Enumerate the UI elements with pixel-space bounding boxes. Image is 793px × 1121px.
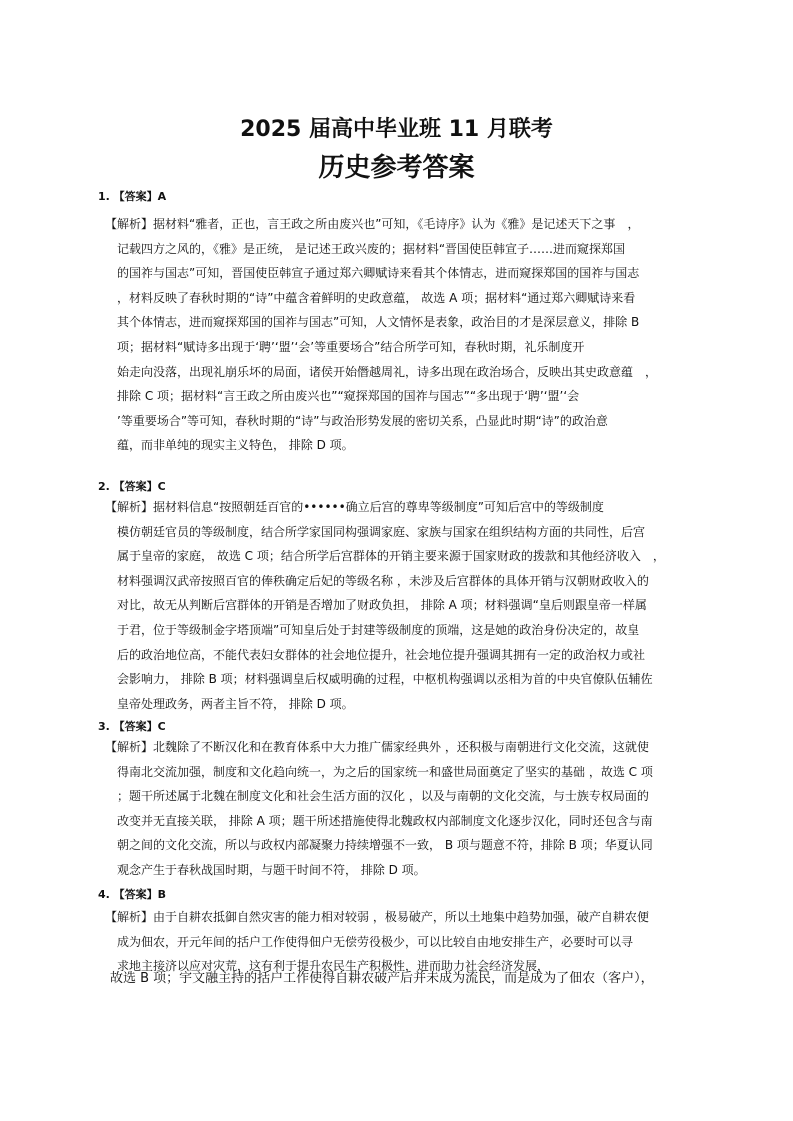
q4-line-3: 求地主接济以应对灾荒，这有利于提升农民生产积极性，进而助力社会经济发展， xyxy=(117,959,550,974)
answer-subtitle: 历史参考答案 xyxy=(318,153,475,183)
q1-line-5: 其个体情志，进而窥探郑国的国祚与国志”可知，人文情怀是表象，政治目的才是深层意义，排除 B xyxy=(117,315,640,330)
q2-line-6: 于君，位于等级制金字塔顶端”可知皇后处于封建等级制度的顶端，这是她的政治身份决定的，故皇 xyxy=(117,622,640,637)
question-4-answer-head: 4. 【答案】B xyxy=(98,888,167,901)
q2-line-4: 材料强调汉武帝按照百官的俸秩确定后妃的等级名称 ，未涉及后宫群体的具体开销与汉朝财政收入的 xyxy=(117,573,649,588)
q2-line-5: 对比，故无从判断后宫群体的开销是否增加了财政负担， 排除 A 项；材料强调“皇后则跟皇帝一样属 xyxy=(117,598,647,613)
q3-line-5: 朝之间的文化交流，所以与政权内部凝聚力持续增强不一致， B 项与题意不符，排除 B 项；华夏认同 xyxy=(117,838,653,853)
q1-line-7: 始走向没落，出现礼崩乐坏的局面，诸侯开始僭越周礼，诗多出现在政治场合，反映出其史政意蕴 ， xyxy=(117,364,658,379)
q1-line-3: 的国祚与国志”可知，晋国使臣韩宣子通过郑六卿赋诗来看其个体情志，进而窥探郑国的国祚与国志 xyxy=(117,266,640,281)
q4-line-2: 成为佃农，开元年间的括户工作使得佃户无偿劳役极少，可以比较自由地安排生产，必要时可以寻 xyxy=(117,934,634,949)
q2-line-2: 模仿朝廷官员的等级制度，结合所学家国同构强调家庭、家族与国家在组织结构方面的共同性，后宫 xyxy=(117,524,646,539)
q3-line-1: 【解析】北魏除了不断汉化和在教育体系中大力推广儒家经典外 ，还积极与南朝进行文化交流，这就使 xyxy=(105,740,649,754)
exam-title: 2025 届高中毕业班 11 月联考 xyxy=(240,117,553,142)
q1-line-1: 【解析】据材料“雅者，正也，言王政之所由废兴也”可知，《毛诗序》认为《雅》是记述天下之事 ， xyxy=(105,217,640,231)
q3-line-4: 改变并无直接关联， 排除 A 项；题干所述措施使得北魏政权内部制度文化逐步汉化，同时还包含与南 xyxy=(117,813,653,828)
question-3-explanation xyxy=(105,735,700,883)
q1-line-9: ’等重要场合”等可知，春秋时期的“诗”与政治形势发展的密切关系，凸显此时期“诗”的政治意 xyxy=(117,413,608,428)
q1-line-8: 排除 C 项；据材料“言王政之所由废兴也”“窥探郑国的国祚与国志”“多出现于‘聘’‘盟’‘会 xyxy=(117,389,580,404)
question-2-explanation xyxy=(105,495,700,716)
q2-line-8: 会影响力， 排除 B 项；材料强调皇后权威明确的过程，中枢机构强调以丞相为首的中央官僚队伍辅佐 xyxy=(117,672,653,687)
q1-line-2: 记载四方之风的，《雅》是正统， 是记述王政兴废的；据材料“晋国使臣韩宣子……进而窥探郑国 xyxy=(117,241,626,256)
question-1-answer-head: 1. 【答案】A xyxy=(98,190,167,203)
question-1-explanation xyxy=(105,212,700,458)
q3-line-2: 得南北交流加强，制度和文化趋向统一，为之后的国家统一和盛世局面奠定了坚实的基础 ，故选 C 项 xyxy=(117,764,653,779)
q2-line-1: 【解析】据材料信息“按照朝廷百官的••••••确立后宫的尊卑等级制度”可知后宫中的等级制度 xyxy=(105,500,604,514)
q4-trailing-text: 故选 B 项；宇文融主持的括户工作使得自耕农破产后并未成为流民，而是成为了佃农（客户）， xyxy=(110,971,654,986)
q1-line-4: ，材料反映了春秋时期的“诗”中蕴含着鲜明的史政意蕴， 故选 A 项；据材料“通过郑六卿赋诗来看 xyxy=(117,290,636,305)
q3-line-3: ；题干所述属于北魏在制度文化和社会生活方面的汉化 ，以及与南朝的文化交流，与士族专权局面的 xyxy=(117,789,649,804)
q1-line-6: 项；据材料“赋诗多出现于‘聘’‘盟’‘会’等重要场合”结合所学可知，春秋时期，礼乐制度开 xyxy=(117,339,585,354)
q2-line-3: 属于皇帝的家庭， 故选 C 项；结合所学后宫群体的开销主要来源于国家财政的拨款和其他经济收入 ， xyxy=(117,549,665,564)
q2-line-9: 皇帝处理政务，两者主旨不符， 排除 D 项。 xyxy=(117,696,354,711)
question-2-answer-head: 2. 【答案】C xyxy=(98,480,166,493)
q2-line-7: 后的政治地位高，不能代表妇女群体的社会地位提升，社会地位提升强调其拥有一定的政治权力或社 xyxy=(117,647,646,662)
question-4-trailing-line xyxy=(110,967,720,992)
q3-line-6: 观念产生于春秋战国时期，与题干时间不符， 排除 D 项。 xyxy=(117,862,426,877)
question-3-answer-head: 3. 【答案】C xyxy=(98,720,166,733)
q4-line-1: 【解析】由于自耕农抵御自然灾害的能力相对较弱 ，极易破产，所以土地集中趋势加强，破产自耕农便 xyxy=(105,910,649,924)
q1-line-10: 蕴，而非单纯的现实主义特色， 排除 D 项。 xyxy=(117,438,354,453)
